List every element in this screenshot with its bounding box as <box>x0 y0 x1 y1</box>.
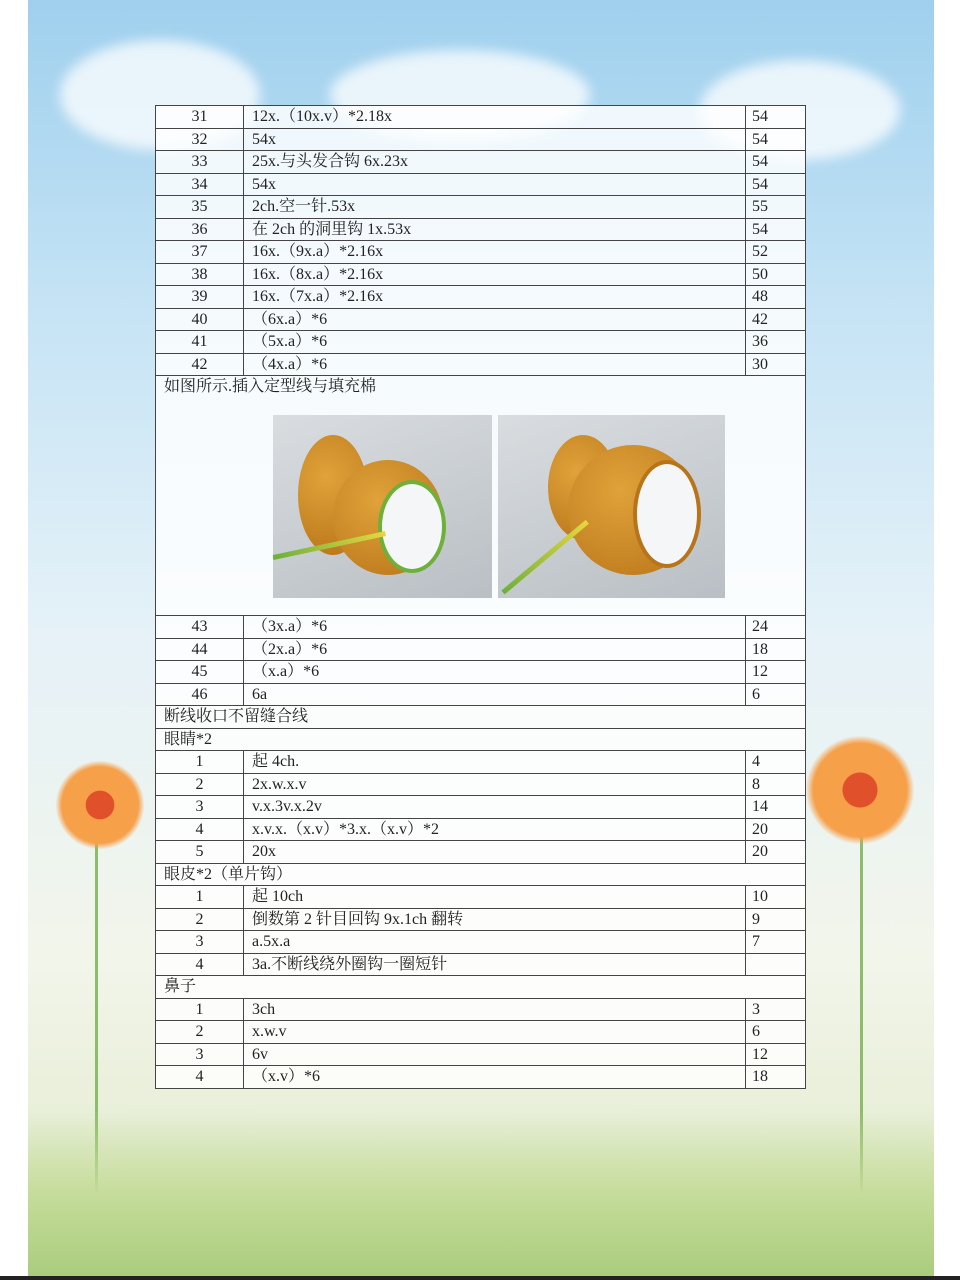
stitch-count: 12 <box>746 1043 806 1066</box>
table-row <box>156 286 806 309</box>
crochet-pattern-table <box>155 105 806 1089</box>
table-row <box>156 218 806 241</box>
round-number: 4 <box>156 818 244 841</box>
table-row <box>156 173 806 196</box>
instruction: （3x.a）*6 <box>244 616 746 639</box>
table-row <box>156 931 806 954</box>
table-row <box>156 353 806 376</box>
round-number: 39 <box>156 286 244 309</box>
section-label: 如图所示.插入定型线与填充棉 <box>164 378 377 395</box>
stitch-count: 52 <box>746 241 806 264</box>
table-row <box>156 796 806 819</box>
instruction: （2x.a）*6 <box>244 638 746 661</box>
instruction: x.v.x.（x.v）*3.x.（x.v）*2 <box>244 818 746 841</box>
round-number: 2 <box>156 1021 244 1044</box>
instruction: a.5x.a <box>244 931 746 954</box>
round-number: 3 <box>156 1043 244 1066</box>
round-number: 4 <box>156 1066 244 1089</box>
section-label: 眼睛*2 <box>164 730 213 748</box>
stitch-count: 48 <box>746 286 806 309</box>
table-row <box>156 751 806 774</box>
round-number: 45 <box>156 661 244 684</box>
stitch-count: 42 <box>746 308 806 331</box>
table-row <box>156 886 806 909</box>
round-number: 2 <box>156 908 244 931</box>
instruction: 6v <box>244 1043 746 1066</box>
stitch-count: 54 <box>746 106 806 129</box>
section-label: 断线收口不留缝合线 <box>164 708 309 726</box>
round-number: 40 <box>156 308 244 331</box>
round-number: 36 <box>156 218 244 241</box>
stitch-count: 14 <box>746 796 806 819</box>
table-row <box>156 1066 806 1089</box>
stitch-count: 4 <box>746 751 806 774</box>
table-row <box>156 616 806 639</box>
table-row <box>156 841 806 864</box>
instruction: 12x.（10x.v）*2.18x <box>244 106 746 129</box>
table-row <box>156 683 806 706</box>
instruction: 54x <box>244 128 746 151</box>
round-number: 34 <box>156 173 244 196</box>
table-row <box>156 998 806 1021</box>
instruction: 16x.（9x.a）*2.16x <box>244 241 746 264</box>
stitch-count: 18 <box>746 1066 806 1089</box>
round-number: 3 <box>156 796 244 819</box>
instruction: 3a.不断线绕外圈钩一圈短针 <box>244 953 746 976</box>
instruction: 3ch <box>244 998 746 1021</box>
instruction: （6x.a）*6 <box>244 308 746 331</box>
table-row <box>156 106 806 129</box>
instruction: 倒数第 2 针目回钩 9x.1ch 翻转 <box>244 908 746 931</box>
instruction: 在 2ch 的洞里钩 1x.53x <box>244 218 746 241</box>
round-number: 1 <box>156 886 244 909</box>
round-number: 37 <box>156 241 244 264</box>
instruction: （x.v）*6 <box>244 1066 746 1089</box>
table-row <box>156 196 806 219</box>
round-number: 46 <box>156 683 244 706</box>
stitch-count: 20 <box>746 818 806 841</box>
round-number: 1 <box>156 998 244 1021</box>
table-row <box>156 263 806 286</box>
stitch-count: 55 <box>746 196 806 219</box>
round-number: 41 <box>156 331 244 354</box>
round-number: 33 <box>156 151 244 174</box>
round-number: 32 <box>156 128 244 151</box>
stitch-count: 54 <box>746 173 806 196</box>
stitch-count: 6 <box>746 683 806 706</box>
stitch-count: 24 <box>746 616 806 639</box>
photo-doll-with-shaping-wire <box>273 415 492 598</box>
round-number: 2 <box>156 773 244 796</box>
instruction: v.x.3v.x.2v <box>244 796 746 819</box>
stitch-count: 3 <box>746 998 806 1021</box>
table-row <box>156 661 806 684</box>
instruction: （4x.a）*6 <box>244 353 746 376</box>
photo-doll-stuffed <box>498 415 725 598</box>
stitch-count: 54 <box>746 128 806 151</box>
stitch-count: 54 <box>746 218 806 241</box>
section-header-eyelids <box>156 863 806 886</box>
round-number: 1 <box>156 751 244 774</box>
flower-left <box>55 760 145 850</box>
round-number: 4 <box>156 953 244 976</box>
stuffing-note-row <box>156 376 806 616</box>
stitch-count: 18 <box>746 638 806 661</box>
table-row <box>156 953 806 976</box>
table-row <box>156 1021 806 1044</box>
instruction: 2ch.空一针.53x <box>244 196 746 219</box>
stitch-count: 10 <box>746 886 806 909</box>
stitch-count: 20 <box>746 841 806 864</box>
stitch-count: 50 <box>746 263 806 286</box>
stitch-count: 12 <box>746 661 806 684</box>
round-number: 5 <box>156 841 244 864</box>
instruction: 16x.（8x.a）*2.16x <box>244 263 746 286</box>
instruction: 起 4ch. <box>244 751 746 774</box>
table-row <box>156 818 806 841</box>
round-number: 38 <box>156 263 244 286</box>
stitch-count: 7 <box>746 931 806 954</box>
table-row <box>156 638 806 661</box>
flower-right <box>805 735 915 845</box>
stitch-count: 6 <box>746 1021 806 1044</box>
round-number: 3 <box>156 931 244 954</box>
round-number: 43 <box>156 616 244 639</box>
finish-note-row <box>156 706 806 729</box>
section-header-eyes <box>156 728 806 751</box>
table-row <box>156 241 806 264</box>
instruction: 54x <box>244 173 746 196</box>
table-row <box>156 773 806 796</box>
instruction: 20x <box>244 841 746 864</box>
instruction: 25x.与头发合钩 6x.23x <box>244 151 746 174</box>
round-number: 31 <box>156 106 244 129</box>
table-row <box>156 331 806 354</box>
round-number: 44 <box>156 638 244 661</box>
instruction: x.w.v <box>244 1021 746 1044</box>
stitch-count: 30 <box>746 353 806 376</box>
table-row <box>156 128 806 151</box>
instruction: 6a <box>244 683 746 706</box>
table-row <box>156 308 806 331</box>
stitch-count: 8 <box>746 773 806 796</box>
table-row <box>156 1043 806 1066</box>
stitch-count: 54 <box>746 151 806 174</box>
section-header-nose <box>156 976 806 999</box>
stitch-count: 9 <box>746 908 806 931</box>
instruction: 16x.（7x.a）*2.16x <box>244 286 746 309</box>
round-number: 42 <box>156 353 244 376</box>
section-label: 眼皮*2（单片钩） <box>164 865 293 883</box>
round-number: 35 <box>156 196 244 219</box>
stitch-count <box>746 953 806 976</box>
table-row <box>156 151 806 174</box>
instruction: 起 10ch <box>244 886 746 909</box>
instruction: （x.a）*6 <box>244 661 746 684</box>
instruction: （5x.a）*6 <box>244 331 746 354</box>
instruction: 2x.w.x.v <box>244 773 746 796</box>
stitch-count: 36 <box>746 331 806 354</box>
section-label: 鼻子 <box>164 978 197 996</box>
table-row <box>156 908 806 931</box>
